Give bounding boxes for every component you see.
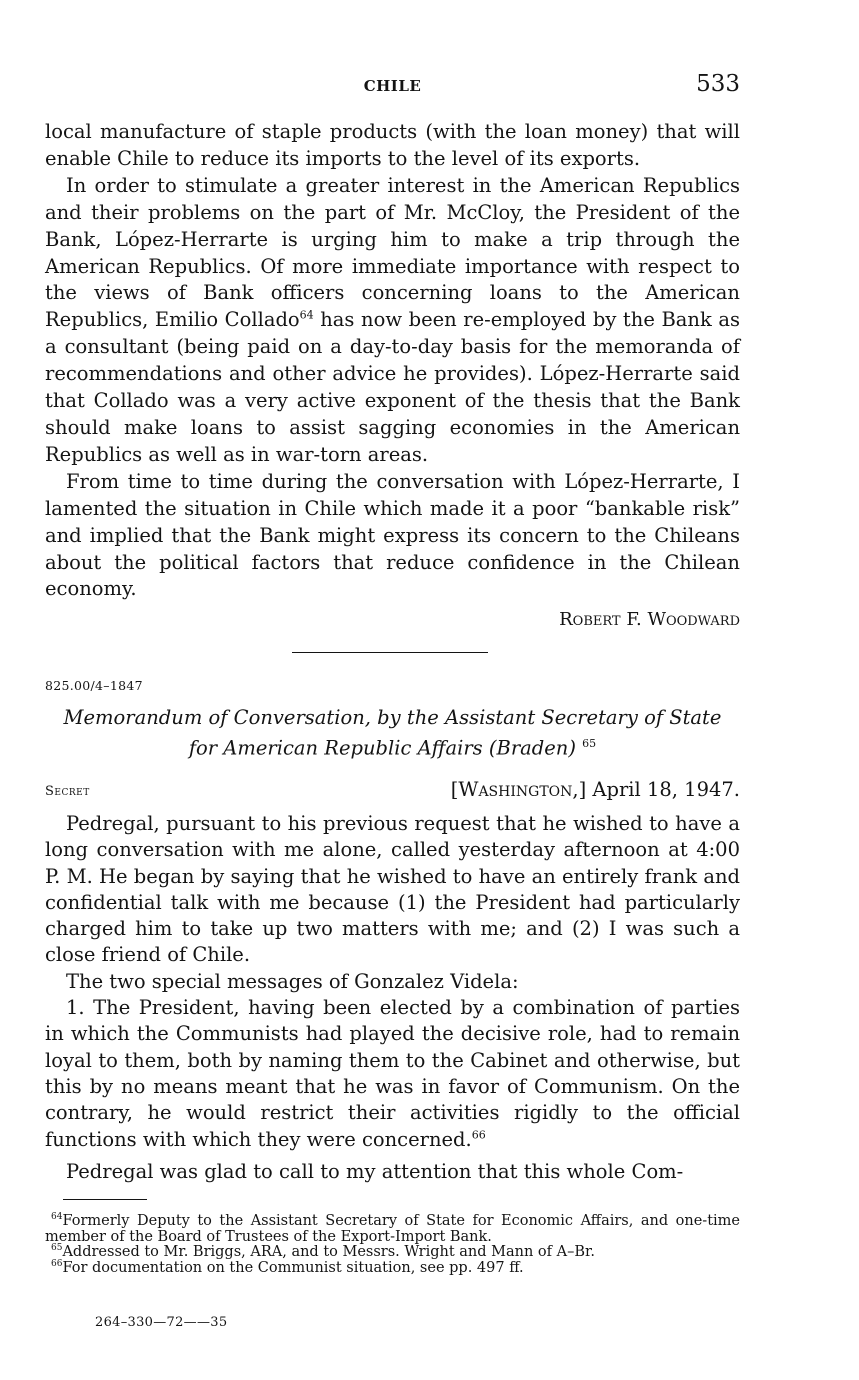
footnote-text: For documentation on the Communist situation, see pp. 497 ff.: [62, 1259, 524, 1276]
footnote-ref: 66: [471, 1128, 486, 1142]
classification-line: [45, 778, 740, 804]
memo-body: [45, 811, 740, 1185]
footnote-number: 64: [51, 1212, 63, 1223]
document-title: [45, 705, 740, 762]
paragraph-text: 1. The President, having been elected by a combination of parties in which the Communists had played the decisive role, had to remain loyal to them, both by naming them to the Cabinet and otherwise, but this by no means meant that he was in favor of Communism. On the contrary, he would restrict their activities rigidly to the official functions with which they were concerned.: [45, 996, 740, 1151]
paragraph: Pedregal was glad to call to my attention that this whole Com-: [66, 1159, 684, 1183]
continued-text: [45, 119, 740, 635]
file-number: 825.00/4–1847: [45, 678, 143, 693]
section-divider: [292, 652, 488, 653]
document-title-line: [45, 731, 740, 762]
paragraph: [45, 173, 740, 469]
page-number: 533: [696, 71, 740, 97]
page: [45, 0, 740, 1380]
footnote-number: 66: [51, 1258, 63, 1269]
paragraph: Pedregal, pursuant to his previous request that he wished to have a long conversation with me alone, called yesterday afternoon at 4:00 P. M. He began by saying that he wished to have an entirely frank and confidential talk with me because (1) the President had particularly charged him to take up two matters with me; and (2) I was such a close friend of Chile.: [45, 812, 740, 967]
footnote-text: Addressed to Mr. Briggs, ARA, and to Messrs. Wright and Mann of A–Br.: [62, 1244, 595, 1260]
footnote-text: Formerly Deputy to the Assistant Secretary of State for Economic Affairs, and one-time member of the Board of Trustees of the Export-Import Bank.: [45, 1213, 740, 1245]
paragraph: From time to time during the conversation with López-Herrarte, I lamented the situation in Chile which made it a poor “bankable risk” and implied that the Bank might express its concern to the Chileans about the political factors that reduce confidence in the Chilean economy.: [45, 469, 740, 601]
paragraph: [45, 995, 740, 1153]
footnote-number: 65: [51, 1243, 63, 1254]
paragraph-text: has now been re-employed by the Bank as a consultant (being paid on a day-to-day basis for the memoranda of recommendations and other advice he provides). López-Herrarte said that Collado was a very active exponent of the thesis that the Bank should make loans to assist sagging economies in the American Republics as well as in war-torn areas.: [45, 308, 740, 466]
footnote: [45, 1214, 740, 1245]
place-date: [Washington,] April 18, 1947.: [450, 778, 740, 801]
running-title: CHILE: [363, 77, 422, 95]
paragraph-text: In order to stimulate a greater interest in the American Republics and their problems on the part of Mr. McCloy, the President of the Bank, López-Herrarte is urging him to make a trip through the American Republics. Of more immediate importance with respect to the views of Bank officers concerning loans to the American Republics, Emilio Collado: [45, 173, 740, 332]
print-code: 264–330—72——35: [95, 1315, 228, 1330]
page-header: [45, 70, 740, 104]
paragraph: local manufacture of staple products (with the loan money) that will enable Chile to reduce its imports to the level of its exports.: [45, 120, 740, 170]
footnote: [45, 1258, 740, 1277]
date: April 18, 1947.: [592, 778, 740, 801]
classification: Secret: [45, 784, 90, 799]
footnote-ref: 65: [582, 737, 597, 750]
document-title-text: for American Republic Affairs (Braden): [188, 736, 576, 760]
footnote-divider: [63, 1199, 147, 1200]
place: Washington,: [458, 778, 579, 801]
footnotes: [45, 1214, 740, 1276]
footnote-ref: 64: [299, 308, 314, 322]
paragraph: The two special messages of Gonzalez Videla:: [66, 969, 519, 993]
signature: Robert F. Woodward: [559, 609, 740, 631]
document-title-line: Memorandum of Conversation, by the Assistant Secretary of State: [63, 706, 722, 729]
footnote: [45, 1245, 740, 1261]
